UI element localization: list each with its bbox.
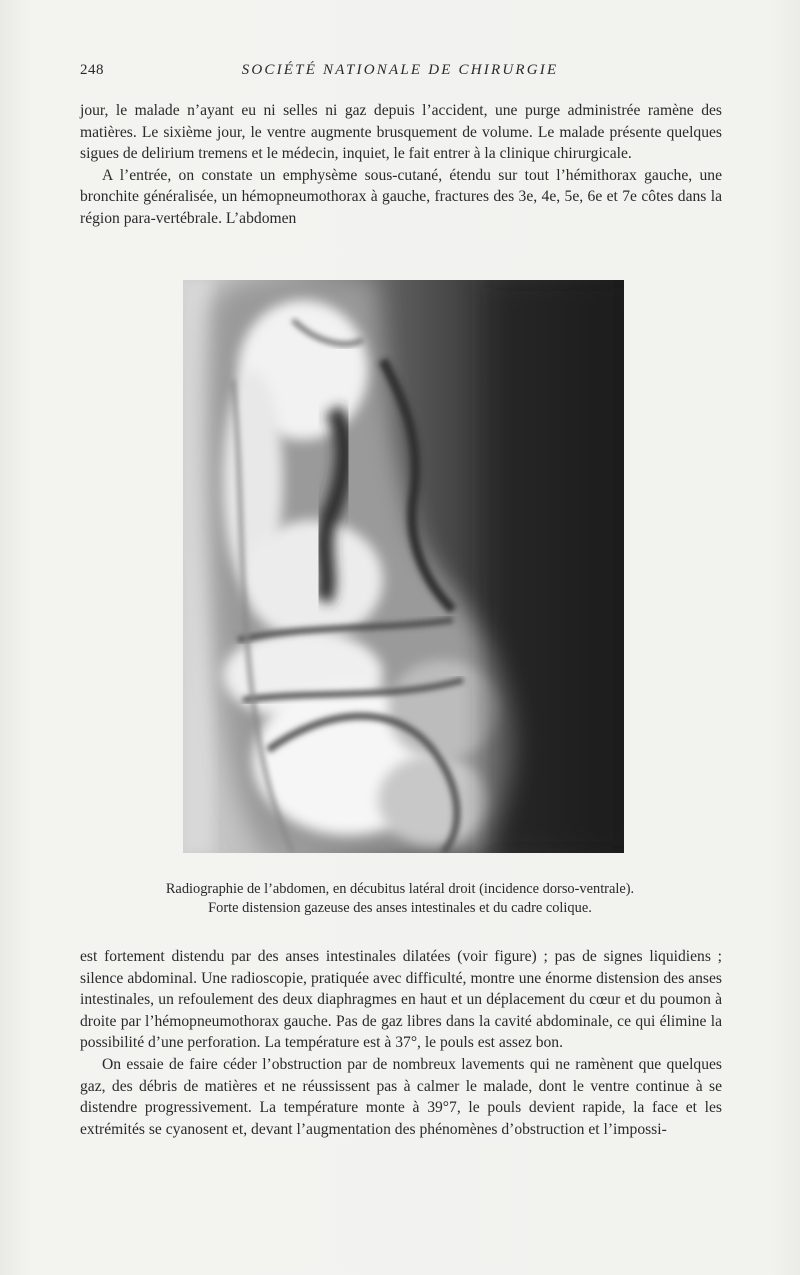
- radiograph-image: [183, 280, 624, 853]
- body-text-bottom: [80, 946, 722, 1140]
- paragraph: On essaie de faire céder l’obstruction par de nombreux lavements qui ne ramènent que quelques gaz, des débris de matières et ne réussissent pas à calmer le malade, dont le ventre continue à se distendre progressivement. La température monte à 39°7, le pouls devient rapide, la face et les extrémités se cyanosent et, devant l’augmentation des phénomènes d’obstruction et l’impossi-: [80, 1055, 722, 1138]
- radiograph-figure: [183, 280, 624, 853]
- paragraph: jour, le malade n’ayant eu ni selles ni gaz depuis l’accident, une purge administrée ramène des matières. Le sixième jour, le ventre augmente brusquement de volume. Le malade présente quelques sigues de delirium tremens et le médecin, inquiet, le fait entrer à la clinique chirurgicale.: [80, 102, 722, 163]
- page-number: 248: [80, 62, 104, 78]
- page-header: [80, 62, 720, 84]
- paragraph: est fortement distendu par des anses intestinales dilatées (voir figure) ; pas de signes liquidiens ; silence abdominal. Une radioscopie, pratiquée avec difficulté, montre une énorme distension des anses intestinales, un refoulement des deux diaphragmes en haut et un déplacement du cœur et du poumon à droite par l’hémopneumothorax gauche. Pas de gaz libres dans la cavité abdominale, ce qui élimine la possibilité d’une perforation. La température est à 37°, le pouls est assez bon.: [80, 948, 722, 1052]
- figure-caption: [70, 880, 730, 918]
- caption-line-1: Radiographie de l’abdomen, en décubitus latéral droit (incidence dorso-ventrale).: [165, 881, 635, 897]
- caption-line-2: Forte distension gazeuse des anses intestinales et du cadre colique.: [208, 900, 592, 916]
- running-head: SOCIÉTÉ NATIONALE DE CHIRURGIE: [241, 62, 559, 78]
- paragraph: A l’entrée, on constate un emphysème sous-cutané, étendu sur tout l’hémithorax gauche, une bronchite généralisée, un hémopneumothorax à gauche, fractures des 3e, 4e, 5e, 6e et 7e côtes dans la région para-vertébrale. L’abdomen: [80, 166, 722, 227]
- body-text-top: [80, 100, 722, 230]
